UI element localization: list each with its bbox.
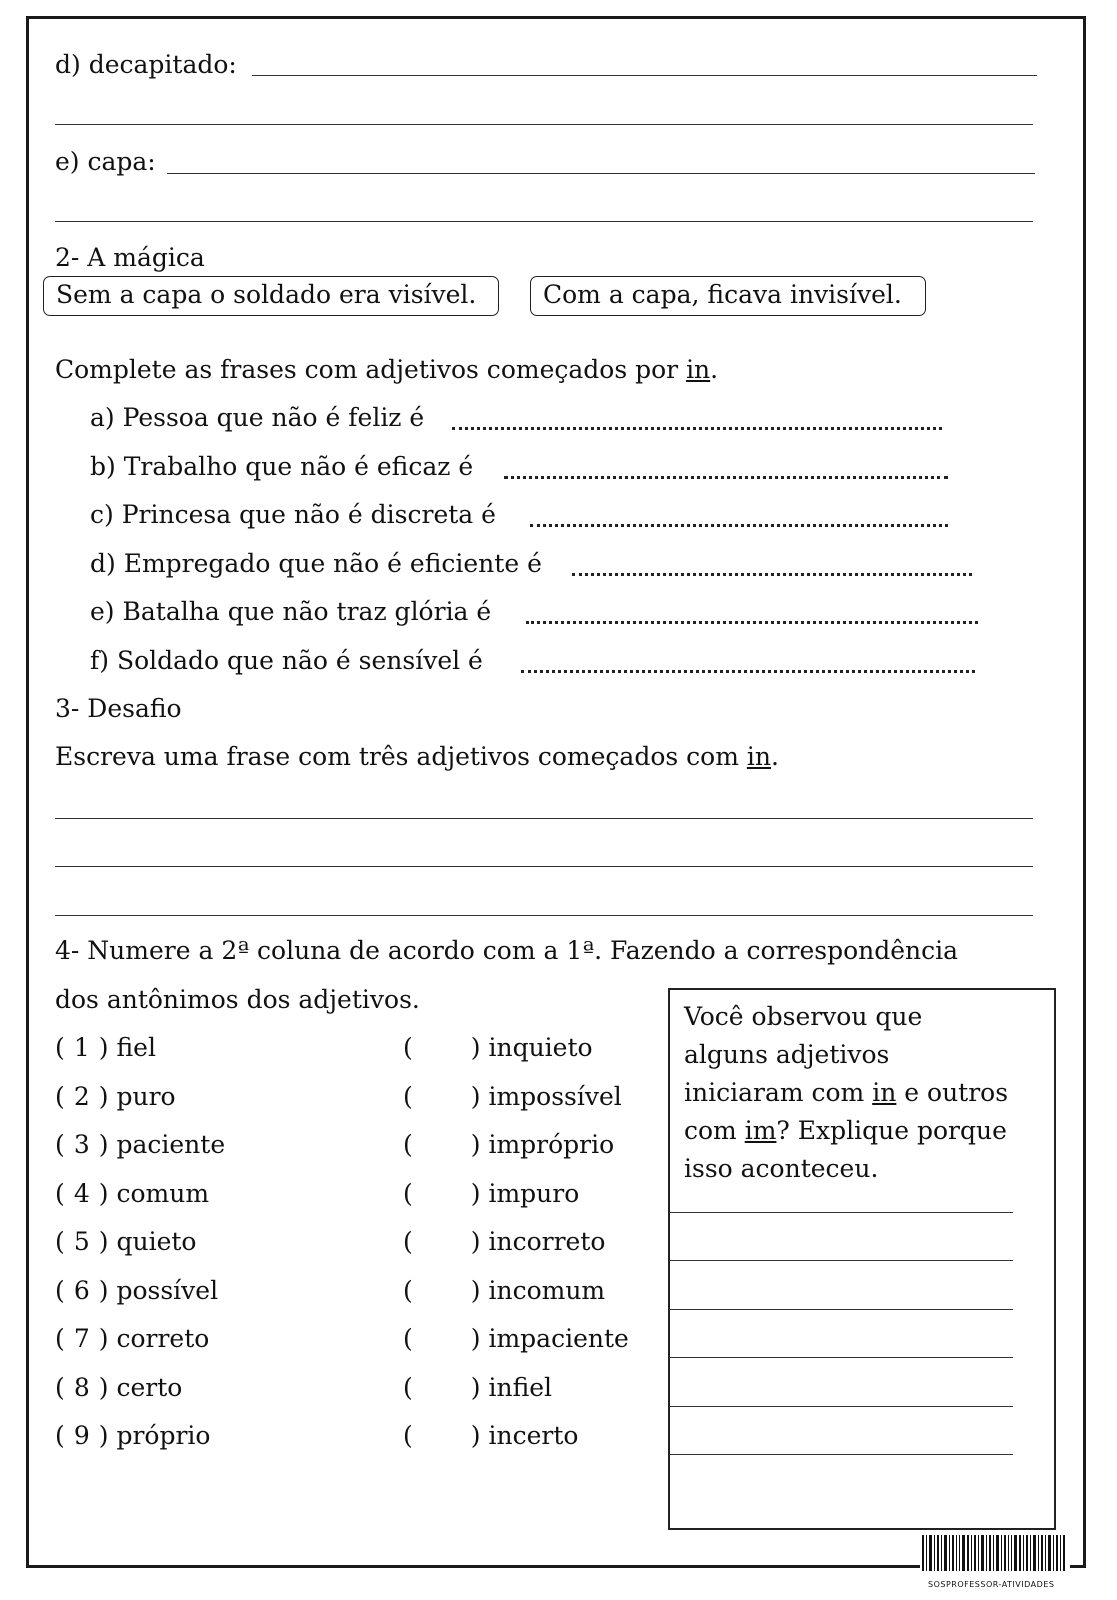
right-item[interactable]: ( ) incerto: [403, 1421, 579, 1450]
barcode-image: [920, 1533, 1070, 1575]
answer-line[interactable]: [669, 1357, 1013, 1358]
left-item-1: ( 1 ) fiel: [55, 1033, 156, 1062]
answer-line[interactable]: [669, 1454, 1013, 1455]
answer-dots[interactable]: [452, 427, 942, 430]
right-item[interactable]: ( ) impossível: [403, 1082, 622, 1111]
left-item-5: ( 5 ) quieto: [55, 1227, 197, 1256]
answer-line[interactable]: [252, 75, 1037, 76]
fill-item-a: a) Pessoa que não é feliz é: [90, 403, 425, 432]
answer-line[interactable]: [669, 1260, 1013, 1261]
left-item-8: ( 8 ) certo: [55, 1373, 183, 1402]
answer-dots[interactable]: [521, 670, 975, 673]
section-2-title: 2- A mágica: [55, 243, 205, 272]
left-item-2: ( 2 ) puro: [55, 1082, 176, 1111]
answer-line[interactable]: [55, 866, 1033, 867]
right-item[interactable]: ( ) infiel: [403, 1373, 553, 1402]
explain-question-box: [668, 988, 1056, 1530]
item-e-label: e) capa:: [55, 147, 156, 176]
answer-line[interactable]: [669, 1212, 1013, 1213]
fill-item-f: f) Soldado que não é sensível é: [90, 646, 483, 675]
section-3-instruction: Escreva uma frase com três adjetivos começados com in.: [55, 742, 779, 771]
answer-line[interactable]: [55, 818, 1033, 819]
fill-item-d: d) Empregado que não é eficiente é: [90, 549, 542, 578]
example-box-invisible: Com a capa, ficava invisível.: [530, 276, 926, 316]
left-item-9: ( 9 ) próprio: [55, 1421, 211, 1450]
barcode-caption: SOSPROFESSOR-ATIVIDADES: [928, 1580, 1055, 1589]
answer-dots[interactable]: [526, 621, 978, 624]
section-4-title: 4- Numere a 2ª coluna de acordo com a 1ª. Fazendo a correspondência: [55, 936, 959, 965]
section-2-instruction: Complete as frases com adjetivos começados por in.: [55, 355, 719, 384]
left-item-6: ( 6 ) possível: [55, 1276, 219, 1305]
left-item-3: ( 3 ) paciente: [55, 1130, 226, 1159]
answer-line[interactable]: [55, 915, 1033, 916]
explain-question-text: Você observou que alguns adjetivos iniciaram com in e outros com im? Explique porque isso aconteceu.: [684, 1002, 1009, 1183]
answer-line[interactable]: [167, 173, 1035, 174]
left-item-7: ( 7 ) correto: [55, 1324, 210, 1353]
section-3-title: 3- Desafio: [55, 694, 182, 723]
right-item[interactable]: ( ) incomum: [403, 1276, 606, 1305]
answer-dots[interactable]: [530, 524, 948, 527]
answer-line[interactable]: [55, 221, 1033, 222]
fill-item-c: c) Princesa que não é discreta é: [90, 500, 496, 529]
answer-line[interactable]: [669, 1406, 1013, 1407]
right-item[interactable]: ( ) inquieto: [403, 1033, 593, 1062]
answer-dots[interactable]: [572, 573, 972, 576]
right-item[interactable]: ( ) incorreto: [403, 1227, 606, 1256]
right-item[interactable]: ( ) impuro: [403, 1179, 580, 1208]
answer-dots[interactable]: [504, 476, 948, 479]
item-d-label: d) decapitado:: [55, 50, 237, 79]
section-4-title-cont: dos antônimos dos adjetivos.: [55, 985, 420, 1014]
right-item[interactable]: ( ) impaciente: [403, 1324, 629, 1353]
answer-line[interactable]: [55, 124, 1033, 125]
left-item-4: ( 4 ) comum: [55, 1179, 210, 1208]
fill-item-e: e) Batalha que não traz glória é: [90, 597, 492, 626]
fill-item-b: b) Trabalho que não é eficaz é: [90, 452, 474, 481]
right-item[interactable]: ( ) impróprio: [403, 1130, 615, 1159]
example-box-visible: Sem a capa o soldado era visível.: [43, 276, 499, 316]
answer-line[interactable]: [669, 1309, 1013, 1310]
